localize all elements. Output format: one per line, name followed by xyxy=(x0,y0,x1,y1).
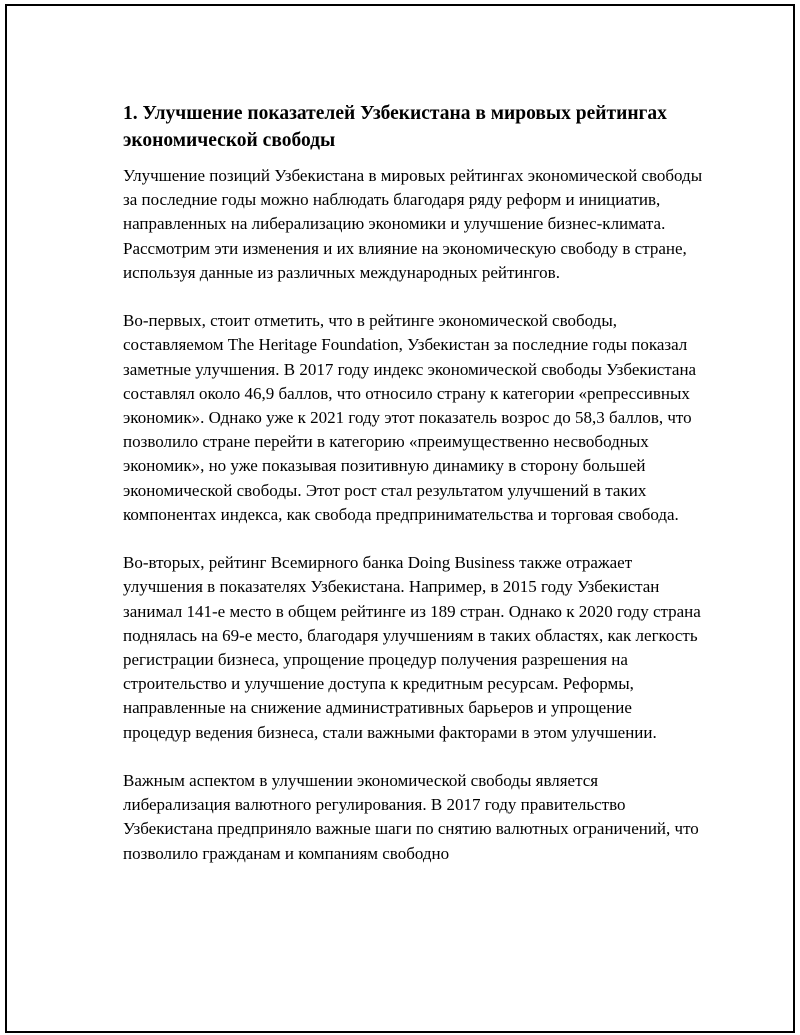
page-frame xyxy=(5,4,795,1033)
document-body xyxy=(123,100,703,890)
paragraph-heritage-index: Во-первых, стоит отметить, что в рейтинге экономической свободы, составляемом The Heritage Foundation, Узбекистан за последние годы показал заметные улучшения. В 2017 году индекс экономической свободы Узбекистана составлял около 46,9 баллов, что относило страну к категории «репрессивных экономик». Однако уже к 2021 году этот показатель возрос до 58,3 баллов, что позволило стране перейти в категорию «преимущественно несвободных экономик», но уже показывая позитивную динамику в сторону большей экономической свободы. Этот рост стал результатом улучшений в таких компонентах индекса, как свобода предпринимательства и торговая свобода. xyxy=(123,311,697,524)
section-heading: 1. Улучшение показателей Узбекистана в мировых рейтингах экономической свободы xyxy=(123,103,667,151)
paragraph-doing-business: Во-вторых, рейтинг Всемирного банка Doing Business также отражает улучшения в показателях Узбекистана. Например, в 2015 году Узбекистан занимал 141-е место в общем рейтинге из 189 стран. Однако к 2020 году страна поднялась на 69-е место, благодаря улучшениям в таких областях, как легкость регистрации бизнеса, упрощение процедур получения разрешения на строительство и улучшение доступа к кредитным ресурсам. Реформы, направленные на снижение административных барьеров и упрощение процедур ведения бизнеса, стали важными факторами в этом улучшении. xyxy=(123,553,701,742)
paragraph-intro: Улучшение позиций Узбекистана в мировых рейтингах экономической свободы за последние годы можно наблюдать благодаря ряду реформ и инициатив, направленных на либерализацию экономики и улучшение бизнес-климата. Рассмотрим эти изменения и их влияние на экономическую свободу в стране, используя данные из различных международных рейтингов. xyxy=(123,166,703,282)
paragraph-currency-liberalization: Важным аспектом в улучшении экономической свободы является либерализация валютного регулирования. В 2017 году правительство Узбекистана предприняло важные шаги по снятию валютных ограничений, что позволило гражданам и компаниям свободно xyxy=(123,771,699,863)
